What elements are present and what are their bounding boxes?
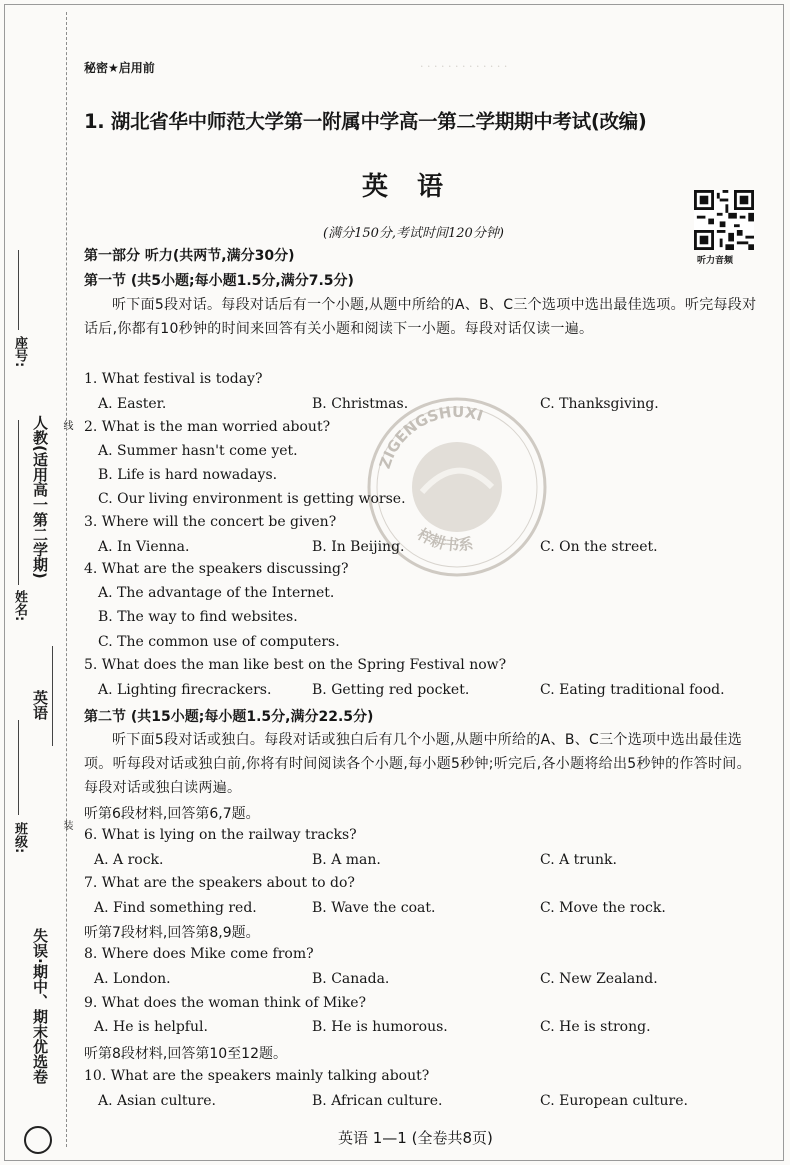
seat-label: 座号: <box>12 336 27 368</box>
question-4-option-b[interactable]: B. The way to find websites. <box>98 609 298 625</box>
question-1-stem: 1. What festival is today? <box>84 371 263 387</box>
question-2-stem: 2. What is the man worried about? <box>84 419 331 435</box>
question-3-stem: 3. Where will the concert be given? <box>84 514 337 530</box>
question-2-option-b[interactable]: B. Life is hard nowadays. <box>98 467 278 483</box>
secret-label: 秘密★启用前 <box>84 61 155 75</box>
material-8-note: 听第8段材料,回答第10至12题。 <box>84 1046 287 1062</box>
series-logo <box>24 1126 52 1154</box>
question-2-option-a[interactable]: A. Summer hasn't come yet. <box>98 443 298 459</box>
question-7-stem: 7. What are the speakers about to do? <box>84 875 355 891</box>
subject-rule <box>52 646 53 746</box>
page-footer: 英语 1—1 (全卷共8页) <box>338 1129 493 1147</box>
question-2-option-c[interactable]: C. Our living environment is getting worse. <box>98 491 406 507</box>
question-10-option-b[interactable]: B. African culture. <box>312 1093 443 1109</box>
part1-heading: 第一部分 听力(共两节,满分30分) <box>84 248 295 264</box>
cut-mark-mid: 线 <box>61 420 72 430</box>
question-9-option-c[interactable]: C. He is strong. <box>540 1019 651 1035</box>
stamp-text-en: ZIGENGSHUXI <box>375 402 486 471</box>
question-3-option-c[interactable]: C. On the street. <box>540 539 658 555</box>
question-10-option-a[interactable]: A. Asian culture. <box>98 1093 217 1109</box>
question-1-option-a[interactable]: A. Easter. <box>98 396 167 412</box>
question-6-stem: 6. What is lying on the railway tracks? <box>84 827 357 843</box>
exam-title: 1. 湖北省华中师范大学第一附属中学高一第二学期期中考试(改编) <box>84 110 647 133</box>
question-4-stem: 4. What are the speakers discussing? <box>84 561 349 577</box>
class-underline <box>18 720 19 815</box>
question-3-option-b[interactable]: B. In Beijing. <box>312 539 405 555</box>
question-5-option-c[interactable]: C. Eating traditional food. <box>540 682 725 698</box>
question-8-option-a[interactable]: A. London. <box>94 971 171 987</box>
section1-heading: 第一节 (共5小题;每小题1.5分,满分7.5分) <box>84 273 354 289</box>
question-10-option-c[interactable]: C. European culture. <box>540 1093 688 1109</box>
question-4-option-a[interactable]: A. The advantage of the Internet. <box>98 585 335 601</box>
question-6-option-c[interactable]: C. A trunk. <box>540 852 617 868</box>
side-subject: 英语 <box>31 690 49 720</box>
question-9-option-a[interactable]: A. He is helpful. <box>94 1019 208 1035</box>
question-5-option-b[interactable]: B. Getting red pocket. <box>312 682 470 698</box>
material-6-note: 听第6段材料,回答第6,7题。 <box>84 806 260 822</box>
material-7-note: 听第7段材料,回答第8,9题。 <box>84 925 260 941</box>
section1-instructions: 听下面5段对话。每段对话后有一个小题,从题中所给的A、B、C三个选项中选出最佳选项。听完每段对话后,你都有10秒钟的时间来回答有关小题和阅读下一小题。每段对话仅读一遍。 <box>84 297 757 337</box>
question-7-option-b[interactable]: B. Wave the coat. <box>312 900 436 916</box>
question-9-stem: 9. What does the woman think of Mike? <box>84 995 367 1011</box>
question-10-stem: 10. What are the speakers mainly talking about? <box>84 1068 430 1084</box>
cut-mark-bottom: 装 <box>61 820 72 830</box>
question-3-option-a[interactable]: A. In Vienna. <box>98 539 190 555</box>
question-1-option-c[interactable]: C. Thanksgiving. <box>540 396 659 412</box>
qr-label: 听力音频 <box>697 256 734 266</box>
bleed-through: · · · · · · · · · · · · · <box>420 60 508 73</box>
score-note: (满分150分,考试时间120分钟) <box>323 226 504 241</box>
question-1-option-b[interactable]: B. Christmas. <box>312 396 409 412</box>
edition-label: 人教(适用高一第二学期) <box>31 415 49 579</box>
series-label: 失误·期中、期末优选卷 <box>31 928 49 1084</box>
class-label: 班级: <box>12 822 27 854</box>
stamp-text-cn: 梓耕书系 <box>414 524 475 555</box>
question-5-option-a[interactable]: A. Lighting firecrackers. <box>98 682 272 698</box>
name-underline <box>18 420 19 585</box>
question-5-stem: 5. What does the man like best on the Spring Festival now? <box>84 657 507 673</box>
question-8-option-b[interactable]: B. Canada. <box>312 971 390 987</box>
seat-underline <box>18 250 19 330</box>
question-4-option-c[interactable]: C. The common use of computers. <box>98 634 340 650</box>
name-label: 姓名: <box>12 590 27 622</box>
section2-heading: 第二节 (共15小题;每小题1.5分,满分22.5分) <box>84 709 374 725</box>
question-7-option-c[interactable]: C. Move the rock. <box>540 900 666 916</box>
subject-title: 英 语 <box>362 172 454 202</box>
question-8-option-c[interactable]: C. New Zealand. <box>540 971 658 987</box>
binding-dashed-line <box>66 12 67 1147</box>
question-6-option-b[interactable]: B. A man. <box>312 852 381 868</box>
question-7-option-a[interactable]: A. Find something red. <box>94 900 257 916</box>
section2-instructions: 听下面5段对话或独白。每段对话或独白后有几个小题,从题中所给的A、B、C三个选项中选出最佳选项。听每段对话或独白前,你将有时间阅读各个小题,每小题5秒钟;听完后,各小题将给出5秒钟的作答时间。每段对话或独白读两遍。 <box>84 732 751 796</box>
question-6-option-a[interactable]: A. A rock. <box>94 852 164 868</box>
question-9-option-b[interactable]: B. He is humorous. <box>312 1019 448 1035</box>
question-8-stem: 8. Where does Mike come from? <box>84 946 314 962</box>
qr-code-icon[interactable] <box>694 190 754 250</box>
